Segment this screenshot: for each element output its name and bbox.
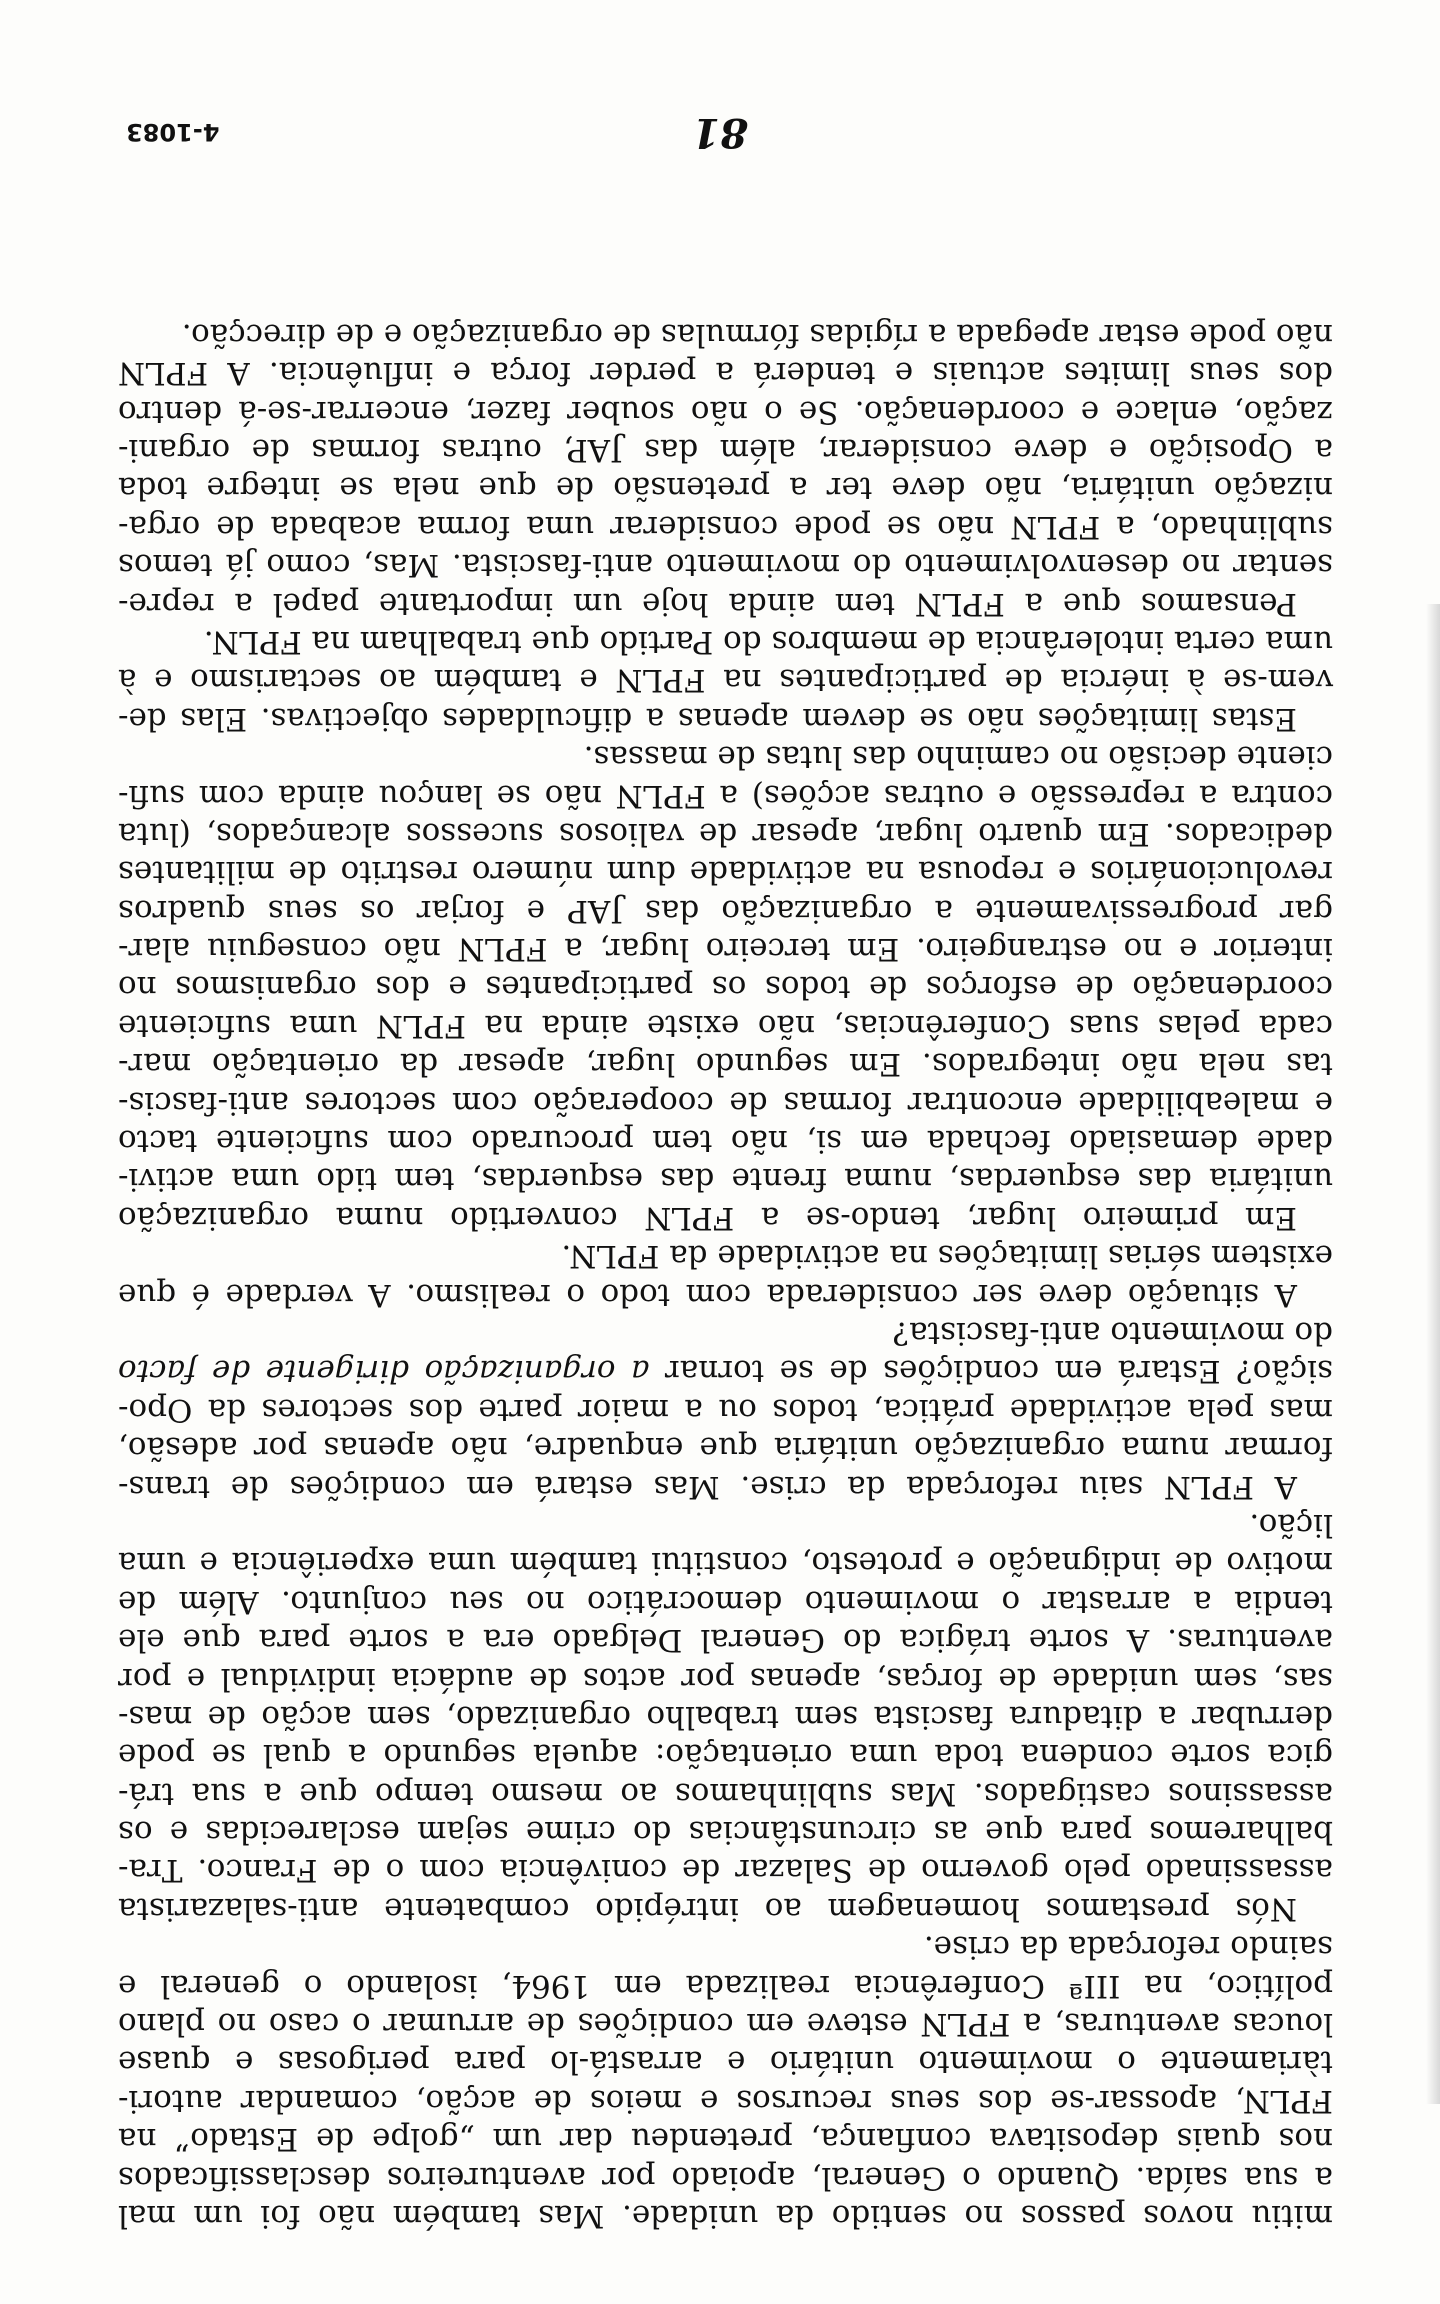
text-line: a sua saída. Quando o General, apoiado por aventureiros desclassificados (118, 2159, 1333, 2196)
text-line: sição? Estará em condições de se tornar a organização dirigente de facto (118, 1353, 1333, 1390)
text-line: contra a repressão e outras acções) a FPLN não se lançou ainda com sufi- (118, 777, 1333, 814)
text-line: Estas limitações não se devem apenas a dificuldades objectivas. Elas de- (118, 700, 1297, 737)
paragraph (118, 738, 1333, 1237)
text-line: tas nela não integrados. Em segundo lugar, apesar da orientação mar- (118, 1046, 1333, 1083)
page-number: 81 (692, 109, 748, 156)
text-line: aventuras. A sorte trágica do General Delgado era a sorte para que ele (118, 1622, 1333, 1659)
text-line: e maleabilidade encontrar formas de cooperação com sectores anti-fascis- (118, 1084, 1333, 1121)
text-line: dedicados. Em quarto lugar, apesar de valiosos sucessos alcançados, (luta (118, 815, 1333, 852)
text-line: loucas aventuras, a FPLN esteve em condições de arrumar o caso no plano (118, 2006, 1333, 2043)
text-line: dade demasiado fechada em si, não tem procurado com suficiente tacto (118, 1123, 1333, 1160)
text-line: formar numa organização unitária que enquadre, não apenas por adesão, (118, 1430, 1333, 1467)
binding-shadow (1426, 604, 1440, 2104)
text-line: cada pelas suas Conferências, não existe ainda na FPLN uma suficiente (118, 1007, 1333, 1044)
paragraph (118, 1314, 1333, 1506)
paragraph (118, 1506, 1333, 1928)
text-line: unitária das esquerdas, numa frente das esquerdas, tem tido uma activi- (118, 1161, 1333, 1198)
text-line: saindo reforçada da crise. (923, 1929, 1333, 1966)
text-line: dos seus limites actuais e tenderá a perder força e influência. A FPLN (118, 355, 1333, 392)
paragraph (118, 1237, 1333, 1314)
paragraph (118, 1928, 1333, 2235)
text-line: ciente decisão no caminho das lutas de massas. (583, 739, 1333, 776)
text-line: existem sérias limitações na actividade da FPLN. (561, 1238, 1333, 1275)
text-line: nização unitária, não deve ter a pretensão de que nela se integre toda (118, 470, 1333, 507)
text-line: lição. (1249, 1506, 1333, 1543)
text-line: derrubar a ditadura fascista sem trabalho organizado, sem acção de mas- (118, 1698, 1333, 1735)
text-line: assassinado pelo governo de Salazar de conivência com o de Franco. Tra- (118, 1852, 1333, 1889)
text-line: sublinhado, a FPLN não se pode considerar uma forma acabada de orga- (118, 508, 1333, 545)
text-line: não pode estar apegada a rígidas fórmulas de organização e de direcção. (181, 316, 1333, 353)
paragraph (118, 623, 1333, 738)
text-line: tàriamente o movimento unitário e arrastá-lo para perigosas e quase (118, 2044, 1333, 2081)
text-line: Pensamos que a FPLN tem ainda hoje um importante papel a repre- (118, 585, 1297, 622)
text-line: sentar no desenvolvimento do movimento anti-fascista. Mas, como já temos (118, 547, 1333, 584)
text-line: assassinos castigados. Mas sublinhamos ao mesmo tempo que a sua trá- (118, 1775, 1333, 1812)
printer-mark: 4-1083 (126, 118, 220, 146)
text-line: Nós prestamos homenagem ao intrépido combatente anti-salazarista (118, 1890, 1297, 1927)
text-line: mitiu novos passos no sentido da unidade. Mas também não foi um mal (118, 2198, 1333, 2234)
text-line: revolucionários e repousa na actividade dum número restrito de militantes (118, 854, 1333, 891)
text-line: uma certa intolerância de membros do Partido que trabalham na FPLN. (203, 623, 1333, 660)
text-line: zação, enlace e coordenação. Se o não souber fazer, encerrar-se-á dentro (118, 393, 1333, 430)
text-line: interior e no estrangeiro. Em terceiro lugar, a FPLN não conseguiu alar- (118, 931, 1333, 968)
text-line: coordenação de esforços de todos os participantes e dos organismos no (118, 969, 1333, 1006)
text-line: do movimento anti-fascista? (892, 1315, 1333, 1352)
text-line: vem-se à inércia de participantes na FPLN e também ao sectarismo e à (118, 662, 1333, 699)
text-line: político, na IIIª Conferência realizada em 1964, isolando o general e (118, 1967, 1333, 2004)
text-line: motivo de indignação e protesto, constitui também uma experiência e uma (118, 1545, 1333, 1582)
text-line: gica sorte condena toda uma orientação: aquela segundo a qual se pode (118, 1737, 1333, 1774)
text-line: tendia a arrastar o movimento democrático no seu conjunto. Além de (118, 1583, 1333, 1620)
text-line: FPLN, apossar-se dos seus recursos e meios de acção, comandar autori- (118, 2082, 1333, 2119)
text-line: A situação deve ser considerada com todo o realismo. A verdade é que (118, 1276, 1297, 1313)
text-line: balharemos para que as circunstâncias do crime sejam esclarecidas e os (118, 1814, 1333, 1851)
body-text (118, 315, 1333, 2235)
text-line: A FPLN saiu reforçada da crise. Mas estará em condições de trans- (118, 1468, 1297, 1505)
text-line: a Oposição e deve considerar, além das JAP, outras formas de organi- (118, 432, 1333, 469)
text-line: Em primeiro lugar, tendo-se a FPLN convertido numa organização (118, 1199, 1297, 1236)
text-line: sas, sem unidade de forças, apenas por actos de audácia individual e por (118, 1660, 1333, 1697)
text-line: gar progressivamente a organização das JAP e forjar os seus quadros (118, 892, 1333, 929)
text-line: nos quais depositava confiança, pretendeu dar um „golpe de Estado” na (118, 2121, 1333, 2158)
paragraph (118, 315, 1333, 622)
text-line: mas pela actividade prática, todos ou a maior parte dos sectores da Opo- (118, 1391, 1333, 1428)
